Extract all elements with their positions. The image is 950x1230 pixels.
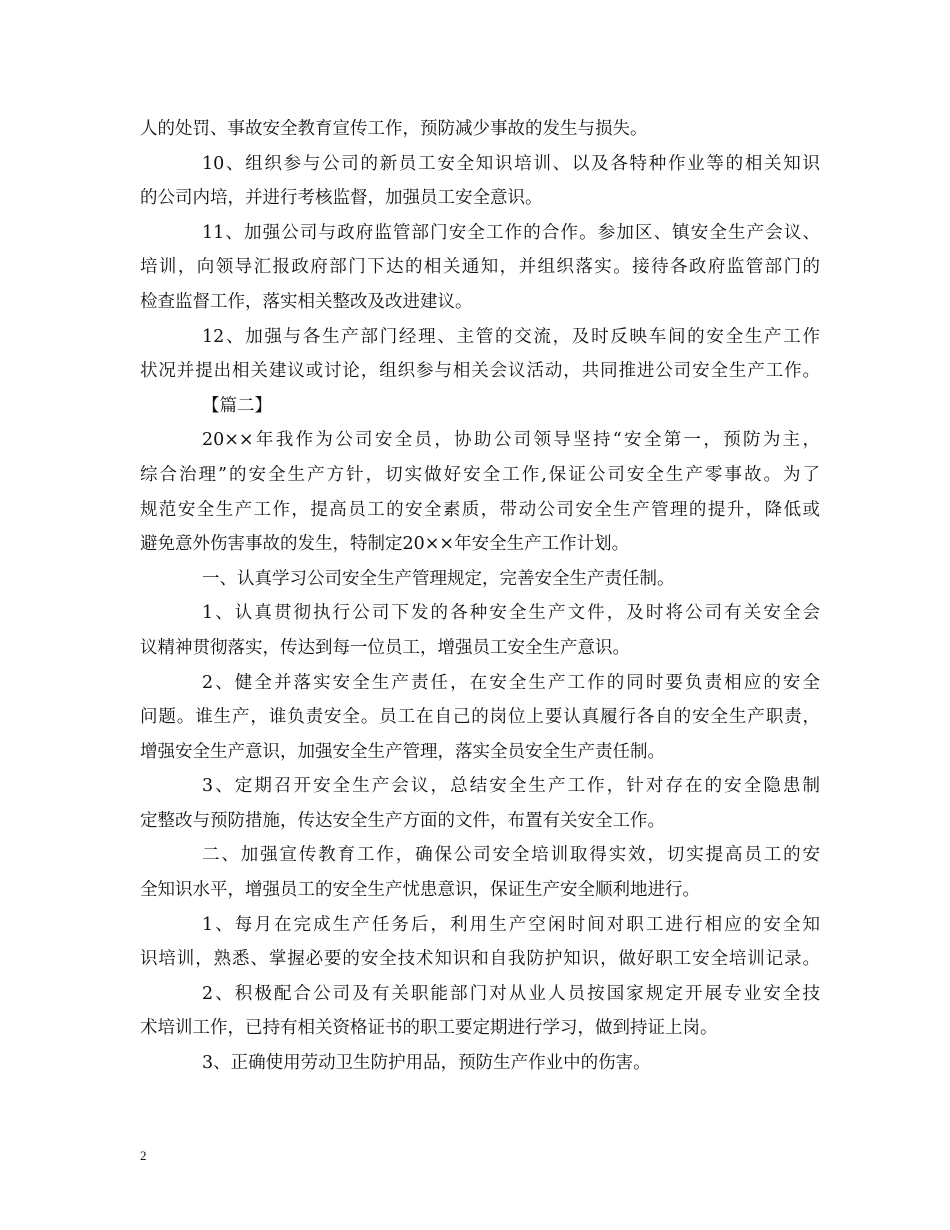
page-number: 2 — [140, 1148, 147, 1163]
paragraph-line: 11、加强公司与政府监管部门安全工作的合作。参加区、镇安全生产会议、 — [202, 222, 820, 243]
document-body — [140, 112, 820, 1081]
paragraph-line: 议精神贯彻落实，传达到每一位员工，增强员工安全生产意识。 — [140, 637, 630, 658]
paragraph-line: 培训，向领导汇报政府部门下达的相关通知，并组织落实。接待各政府监管部门的 — [140, 257, 820, 278]
paragraph-line: 状况并提出相关建议或讨论，组织参与相关会议活动，共同推进公司安全生产工作。 — [140, 361, 820, 382]
paragraph-line: 术培训工作，已持有相关资格证书的职工要定期进行学习，做到持证上岗。 — [140, 1018, 718, 1039]
paragraph-line: 1、认真贯彻执行公司下发的各种安全生产文件，及时将公司有关安全会 — [202, 603, 820, 624]
paragraph-line: 二、加强宣传教育工作，确保公司安全培训取得实效，切实提高员工的安 — [202, 845, 820, 866]
paragraph-line: 10、组织参与公司的新员工安全知识培训、以及各特种作业等的相关知识 — [202, 153, 820, 174]
paragraph-line: 避免意外伤害事故的发生，特制定20××年安全生产工作计划。 — [140, 534, 630, 555]
paragraph-line: 检查监督工作，落实相关整改及改进建议。 — [140, 291, 473, 312]
section-heading: 【篇二】 — [202, 395, 272, 416]
paragraph-line: 的公司内培，并进行考核监督，加强员工安全意识。 — [140, 188, 543, 209]
paragraph-line: 3、正确使用劳动卫生防护用品，预防生产作业中的伤害。 — [202, 1053, 651, 1074]
paragraph-line: 识培训，熟悉、掌握必要的安全技术知识和自我防护知识，做好职工安全培训记录。 — [140, 949, 820, 970]
paragraph-line: 综合治理”的安全生产方针，切实做好安全工作,保证公司安全生产零事故。为了 — [140, 464, 820, 485]
paragraph-line: 增强安全生产意识，加强安全生产管理，落实全员安全生产责任制。 — [140, 741, 665, 762]
paragraph-line: 定整改与预防措施，传达安全生产方面的文件，布置有关安全工作。 — [140, 810, 665, 831]
paragraph-line: 规范安全生产工作，提高员工的安全素质，带动公司安全生产管理的提升，降低或 — [140, 499, 820, 520]
paragraph-line: 一、认真学习公司安全生产管理规定，完善安全生产责任制。 — [202, 568, 675, 589]
paragraph-line: 3、定期召开安全生产会议，总结安全生产工作，针对存在的安全隐患制 — [202, 776, 820, 797]
paragraph-line: 2、积极配合公司及有关职能部门对从业人员按国家规定开展专业安全技 — [202, 983, 820, 1004]
paragraph-line: 问题。谁生产，谁负责安全。员工在自己的岗位上要认真履行各自的安全生产职责， — [140, 707, 820, 728]
paragraph-line: 人的处罚、事故安全教育宣传工作，预防减少事故的发生与损失。 — [140, 119, 648, 139]
paragraph-line: 2、健全并落实安全生产责任，在安全生产工作的同时要负责相应的安全 — [202, 672, 820, 693]
paragraph-line: 全知识水平，增强员工的安全生产忧患意识，保证生产安全顺利地进行。 — [140, 880, 700, 901]
paragraph-line: 12、加强与各生产部门经理、主管的交流，及时反映车间的安全生产工作 — [202, 326, 820, 347]
paragraph-line: 20××年我作为公司安全员，协助公司领导坚持“安全第一，预防为主， — [202, 430, 820, 451]
paragraph-line: 1、每月在完成生产任务后，利用生产空闲时间对职工进行相应的安全知 — [202, 914, 820, 935]
